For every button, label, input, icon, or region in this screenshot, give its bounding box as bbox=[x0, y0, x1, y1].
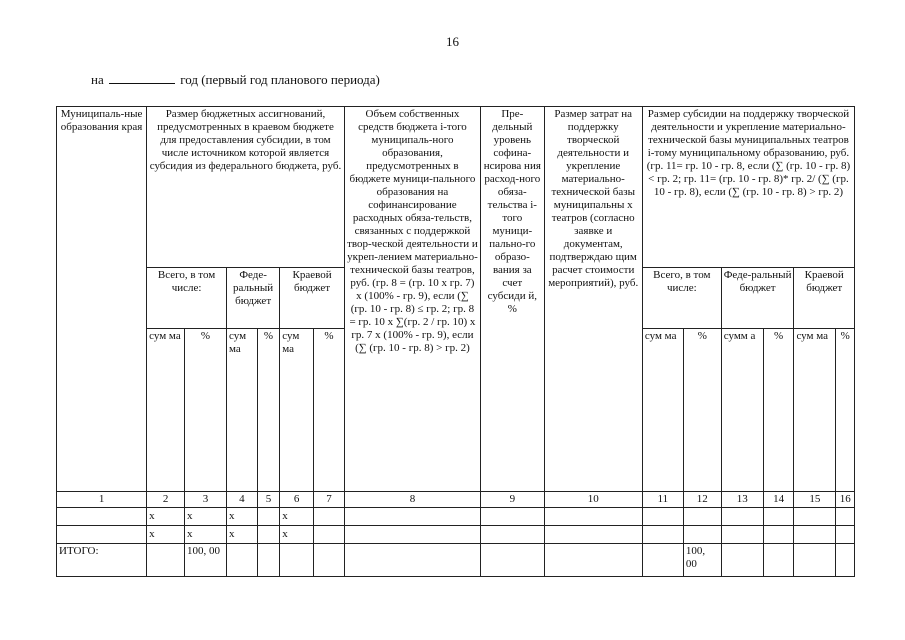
table-cell bbox=[794, 544, 836, 577]
table-cell bbox=[642, 544, 683, 577]
column-number: 11 bbox=[642, 492, 683, 508]
table-cell bbox=[344, 526, 480, 544]
table-cell: x bbox=[227, 526, 258, 544]
period-prefix: на bbox=[91, 72, 104, 87]
table-cell bbox=[763, 508, 794, 526]
column-number: 1 bbox=[57, 492, 147, 508]
subheader-sum: сум ма bbox=[227, 329, 258, 492]
table-cell bbox=[836, 508, 855, 526]
total-percent-right: 100, 00 bbox=[683, 544, 721, 577]
column-number: 3 bbox=[185, 492, 227, 508]
table-row bbox=[57, 508, 855, 526]
subheader-percent: % bbox=[185, 329, 227, 492]
table-cell: x bbox=[147, 508, 185, 526]
header-row-1 bbox=[57, 107, 855, 268]
table-cell bbox=[57, 508, 147, 526]
column-number: 13 bbox=[721, 492, 763, 508]
table-cell bbox=[836, 544, 855, 577]
table-cell bbox=[544, 544, 642, 577]
table-cell bbox=[683, 526, 721, 544]
table-cell bbox=[642, 508, 683, 526]
year-blank-line bbox=[109, 72, 175, 84]
table-cell bbox=[794, 526, 836, 544]
header-total-incl-left: Всего, в том числе: bbox=[147, 268, 227, 329]
total-percent-left: 100, 00 bbox=[185, 544, 227, 577]
subheader-percent: % bbox=[314, 329, 345, 492]
table-cell bbox=[763, 544, 794, 577]
header-own-funds: Объем собственных средств бюджета i-того муниципаль-ного образования, предусмотренных в бюджете муници-пального образования на софинансирование расходных обяза-тельств, связанных с поддержкой твор-ческой деятельности и укреп-лением материально-технической базы театров, руб. (гр. 8 = (гр. 10 х гр. 7) х (100% - гр. 9), если (∑ (гр. 10 - гр. 8) ≤ гр. 2; гр. 8 = гр. 10 х ∑(гр. 2 / гр. 10) х гр. 7 х (100% - гр. 9), если (∑ (гр. 10 - гр. 8) > гр. 2) bbox=[344, 107, 480, 492]
table-cell: x bbox=[280, 508, 314, 526]
table-cell bbox=[481, 526, 545, 544]
column-number: 15 bbox=[794, 492, 836, 508]
column-number: 9 bbox=[481, 492, 545, 508]
table-cell: x bbox=[280, 526, 314, 544]
subheader-sum: сум ма bbox=[280, 329, 314, 492]
table-cell bbox=[721, 526, 763, 544]
period-suffix: год (первый год планового периода) bbox=[180, 72, 380, 87]
table-cell: x bbox=[185, 508, 227, 526]
page-number: 16 bbox=[446, 34, 459, 49]
table-cell bbox=[314, 544, 345, 577]
header-federal-left: Феде-ральный бюджет bbox=[227, 268, 280, 329]
table-cell bbox=[794, 508, 836, 526]
header-federal-right: Феде-ральный бюджет bbox=[721, 268, 794, 329]
column-number: 2 bbox=[147, 492, 185, 508]
header-regional-right: Краевой бюджет bbox=[794, 268, 855, 329]
table-cell bbox=[257, 544, 280, 577]
table-cell bbox=[721, 544, 763, 577]
column-number: 16 bbox=[836, 492, 855, 508]
period-line bbox=[91, 72, 380, 88]
table-cell bbox=[314, 526, 345, 544]
column-number: 10 bbox=[544, 492, 642, 508]
column-number: 6 bbox=[280, 492, 314, 508]
header-budget-allocations: Размер бюджетных ассигнований, предусмотренных в краевом бюджете для предоставления субсидии, в том числе источником которой является субсидия из федерального бюджета, руб. bbox=[147, 107, 345, 268]
table-cell bbox=[344, 508, 480, 526]
column-number-row bbox=[57, 492, 855, 508]
table-cell bbox=[227, 544, 258, 577]
header-max-cofinancing: Пре-дельный уровень софина-нсирова ния расход-ного обяза-тельства i-того муници-пально-го образо-вания за счет субсиди й, % bbox=[481, 107, 545, 492]
column-number: 8 bbox=[344, 492, 480, 508]
table-cell bbox=[836, 526, 855, 544]
header-total-incl-right: Всего, в том числе: bbox=[642, 268, 721, 329]
table-cell bbox=[683, 508, 721, 526]
table-row bbox=[57, 526, 855, 544]
table-cell: x bbox=[147, 526, 185, 544]
subheader-sum: сум ма bbox=[794, 329, 836, 492]
column-number: 14 bbox=[763, 492, 794, 508]
subheader-sum: сум ма bbox=[642, 329, 683, 492]
table-cell bbox=[481, 544, 545, 577]
header-costs: Размер затрат на поддержку творческой деятельности и укрепление материально-технической базы муниципальны х театров (согласно заявке и документам, подтверждаю щим расчет стоимости мероприятий), руб. bbox=[544, 107, 642, 492]
table-cell bbox=[642, 526, 683, 544]
table-cell bbox=[344, 544, 480, 577]
subheader-sum: сумм а bbox=[721, 329, 763, 492]
total-row bbox=[57, 544, 855, 577]
column-number: 5 bbox=[257, 492, 280, 508]
header-subsidy: Размер субсидии на поддержку творческой деятельности и укрепление материально-технической базы муниципальных театров i-тому муниципальному образованию, руб. (гр. 11= гр. 10 - гр. 8, если (∑ (гр. 10 - гр. 8) < гр. 2; гр. 11= (гр. 10 - гр. 8)* гр. 2/ (∑ (гр. 10 - гр. 8), если (∑ (гр. 10 - гр. 8) > гр. 2) bbox=[642, 107, 854, 268]
column-number: 4 bbox=[227, 492, 258, 508]
subheader-sum: сум ма bbox=[147, 329, 185, 492]
table-cell bbox=[481, 508, 545, 526]
table-cell bbox=[57, 526, 147, 544]
subsidy-table bbox=[56, 106, 855, 577]
table-cell: x bbox=[185, 526, 227, 544]
table-cell: x bbox=[227, 508, 258, 526]
total-label: ИТОГО: bbox=[57, 544, 147, 577]
subheader-percent: % bbox=[836, 329, 855, 492]
table-cell bbox=[544, 526, 642, 544]
subheader-percent: % bbox=[683, 329, 721, 492]
table-cell bbox=[763, 526, 794, 544]
header-regional-left: Краевой бюджет bbox=[280, 268, 345, 329]
table-cell bbox=[280, 544, 314, 577]
subheader-percent: % bbox=[257, 329, 280, 492]
table-cell bbox=[721, 508, 763, 526]
table-cell bbox=[314, 508, 345, 526]
table-cell bbox=[147, 544, 185, 577]
table-cell bbox=[257, 508, 280, 526]
table-cell bbox=[257, 526, 280, 544]
table-cell bbox=[544, 508, 642, 526]
column-number: 12 bbox=[683, 492, 721, 508]
subheader-percent: % bbox=[763, 329, 794, 492]
column-number: 7 bbox=[314, 492, 345, 508]
header-municipalities: Муниципаль-ные образования края bbox=[57, 107, 147, 492]
